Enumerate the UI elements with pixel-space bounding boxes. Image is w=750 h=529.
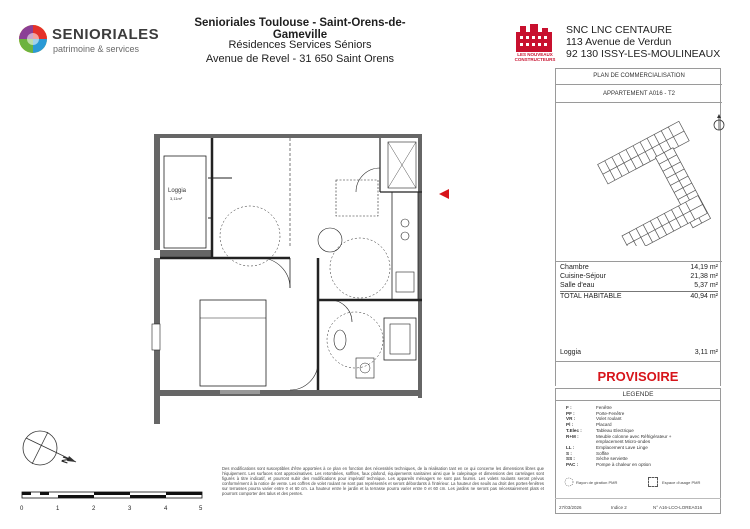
panel-divider xyxy=(556,261,722,262)
total-label: TOTAL HABITABLE xyxy=(560,293,622,300)
legend-abbr: PAC : xyxy=(566,462,579,468)
panel-divider xyxy=(556,84,722,85)
legend-divider xyxy=(556,400,720,401)
room-name: Salle d'eau xyxy=(560,282,595,289)
footer-index: Indice 2 xyxy=(611,505,627,510)
turning-radius-icon xyxy=(564,477,574,487)
scale-bar xyxy=(20,480,205,518)
scale-bar-graphic xyxy=(20,480,205,502)
area-row xyxy=(560,272,718,281)
legend-desc: Porte-Fenêtre xyxy=(596,410,625,416)
symbol2-label: Espace d'usage PMR xyxy=(662,480,701,485)
legend-desc: Pompe à chaleur en option xyxy=(596,462,651,468)
legend-item xyxy=(566,462,716,468)
legend-desc: Fenêtre xyxy=(596,405,612,410)
loggia-plan-label: Loggia xyxy=(168,188,187,194)
legend-abbr: S : xyxy=(566,450,572,456)
legend-abbr: LL : xyxy=(566,444,575,450)
plan-label: PLAN DE COMMERCIALISATION xyxy=(593,73,685,79)
company-address xyxy=(566,24,720,60)
legend-desc: Volet roulant xyxy=(596,416,622,422)
room-area: 21,38 m² xyxy=(690,273,718,280)
logo-mark-icon xyxy=(18,24,48,54)
usage-space-icon xyxy=(648,477,658,487)
compass-icon xyxy=(20,428,80,468)
builder-line2: CONSTRUCTEURS xyxy=(514,57,556,62)
builder-line1: LES NOUVEAUX xyxy=(517,52,553,57)
legend-abbr: VR : xyxy=(566,416,576,422)
scale-tick-label: 0 xyxy=(20,506,24,512)
legend-abbr: PF : xyxy=(566,410,575,416)
brand-name: SENIORIALES xyxy=(52,26,160,43)
senioriales-logo xyxy=(18,22,158,58)
panel-divider xyxy=(556,102,722,103)
north-arrow-icon xyxy=(712,113,726,133)
legend-desc: Soffite xyxy=(596,450,609,456)
legend-abbr: SS : xyxy=(566,456,575,462)
legend-desc: Emplacement Lave Linge xyxy=(596,444,648,450)
room-name: Cuisine-Séjour xyxy=(560,273,606,280)
apartment-label: APPARTEMENT A016 - T2 xyxy=(603,91,675,97)
legend-desc: Sèche serviette xyxy=(596,456,628,462)
residence-address xyxy=(170,38,430,66)
footer-date: 27/03/2026 xyxy=(559,505,582,510)
legend-list xyxy=(566,405,716,468)
total-value: 40,94 m² xyxy=(690,293,718,300)
company-city: 92 130 ISSY-LES-MOULINEAUX xyxy=(566,48,721,60)
loggia-label: Loggia xyxy=(560,349,582,356)
legend-desc: Placard xyxy=(596,422,612,428)
disclaimer-text: Des modifications sont susceptibles d'être apportées à ce plan en fonction des nécessités techniques, de la réalisation tant en ce qui concerne les dimensions libres que l'équipement. Les surfaces sont approximatives. Les retombées, soffites, faux plafond, équipements sanitaires ainsi que le calepinage et dimensions des carrelages sont figurés à titre indicatif, et pourront subir des modifications pour impératif technique. Les appareils ménagers ne sont pas fournis. Les volets roulants seront prévus conformément à la notice de vente. Les coffres de volet roulant ne sont pas représentés et seront débordants à l'intérieur. La hauteur des seuils au droit des portes-fenêtres sur terrasses pourra varier entre 0 et 60 cm. La hauteur entre le jardin et la terrasse pourra varier entre 0 et 60 cm. Les jardins ne seront pas nécessairement plats et pourront comporter des talus et des pentes. xyxy=(222,466,544,497)
room-name: Chambre xyxy=(560,264,589,271)
symbol1-label: Rayon de giration PMR xyxy=(576,480,618,485)
builder-name xyxy=(510,52,560,62)
room-area: 5,37 m² xyxy=(694,282,718,289)
brand-tagline: patrimoine & services xyxy=(53,44,140,54)
footer-reference: N° A16-LCO-LOREA016 xyxy=(653,505,703,510)
residence-line2: Avenue de Revel - 31 650 Saint Orens xyxy=(205,53,395,65)
legend-box xyxy=(555,388,721,514)
entrance-pointer-icon xyxy=(438,188,450,200)
legend-title: LEGENDE xyxy=(622,391,654,398)
legend-desc: emplacement Micro-ondes xyxy=(596,439,651,445)
total-row xyxy=(560,291,718,300)
area-row xyxy=(560,281,718,290)
legend-desc: Tableau Electrique xyxy=(596,427,634,433)
north-label: N xyxy=(59,455,72,465)
loggia-area-row xyxy=(560,349,718,356)
scale-tick-label: 2 xyxy=(92,506,96,512)
area-row xyxy=(560,263,718,272)
panel-divider xyxy=(555,361,721,362)
legend-abbr: Pl : xyxy=(566,422,574,428)
status-provisoire: PROVISOIRE xyxy=(597,369,679,384)
scale-tick-label: 5 xyxy=(199,506,203,512)
company-street: 113 Avenue de Verdun xyxy=(566,36,672,48)
legend-abbr: T.Elec : xyxy=(566,427,582,433)
document-footer xyxy=(555,498,721,514)
scale-tick-label: 1 xyxy=(56,506,60,512)
building-key-map xyxy=(582,116,722,246)
scale-tick-label: 4 xyxy=(164,506,168,512)
legend-desc: Meuble colonne avec Réfrigérateur + xyxy=(596,433,672,439)
residence-title: Senioriales Toulouse - Saint-Orens-de-Gameville xyxy=(194,17,406,41)
legend-abbr: F : xyxy=(566,405,572,410)
floor-plan xyxy=(140,128,440,428)
scale-tick-label: 3 xyxy=(128,506,132,512)
room-area: 14,19 m² xyxy=(690,264,718,271)
loggia-plan-area: 3,11m² xyxy=(170,196,183,201)
area-table xyxy=(560,263,718,300)
legend-abbr: R+M : xyxy=(566,433,579,439)
loggia-value: 3,11 m² xyxy=(694,349,718,356)
residence-line1: Résidences Services Séniors xyxy=(228,39,372,51)
company-name: SNC LNC CENTAURE xyxy=(566,24,672,36)
